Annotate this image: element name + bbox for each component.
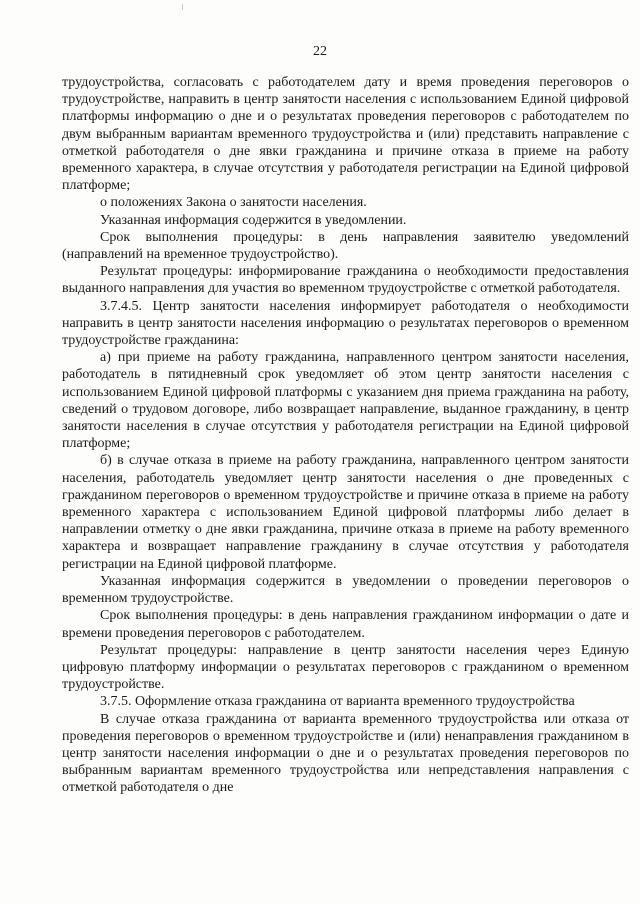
list-item-b: б) в случае отказа в приеме на работу гражданина, направленного центром занятости населения, работодатель уведомляет центр занятости населения о дне проведенных с гражданином переговоров о временном трудоустройстве и причине отказа в приеме на работу временного характера с использованием Единой цифровой платформы либо делает в направлении отметку о дне явки гражданина, причине отказа в приеме на работу временного характера и возвращает направление гражданину в случае отсутствия у работодателя регистрации на Единой цифровой платформе.: [62, 453, 629, 572]
paragraph: Указанная информация содержится в уведомлении.: [100, 212, 407, 228]
list-item-a: а) при приеме на работу гражданина, направленного центром занятости населения, работодатель в пятидневный срок уведомляет об этом центр занятости населения с использованием Единой цифровой платформы с указанием дня приема гражданина на работу, сведений о трудовом договоре, либо возвращает направление, выданное гражданину, в центр занятости населения в случае отсутствия у работодателя регистрации на Единой цифровой платформе;: [62, 350, 629, 452]
paragraph: Результат процедуры: направление в центр занятости населения через Единую цифровую платформу информации о результатах переговоров с гражданином о временном трудоустройстве.: [62, 642, 629, 693]
paragraph: Результат процедуры: информирование гражданина о необходимости предоставления выданного направления для участия во временном трудоустройстве с отметкой работодателя.: [62, 264, 629, 297]
paragraph: Срок выполнения процедуры: в день направления заявителю уведомлений (направлений на временное трудоустройство).: [62, 229, 629, 263]
paragraph: Срок выполнения процедуры: в день направления гражданином информации о дате и времени проведения переговоров с работодателем.: [62, 608, 629, 641]
page-number: 22: [313, 44, 327, 59]
paragraph-continuation: трудоустройства, согласовать с работодателем дату и время проведения переговоров о трудоустройстве, направить в центр занятости населения с использованием Единой цифровой платформы информацию о дне и о результатах проведения переговоров с работодателем по двум выбранным вариантам временного трудоустройства и (или) представить направление с отметкой работодателя о дне явки гражданина и причине отказа в приеме на работу временного характера, в случае отсутствия у работодателя регистрации на Единой цифровой платформе;: [62, 75, 629, 194]
scan-mark: [182, 4, 183, 10]
section-heading: 3.7.5. Оформление отказа гражданина от варианта временного трудоустройства: [100, 694, 575, 710]
document-body: [62, 74, 629, 797]
paragraph: Указанная информация содержится в уведомлении о проведении переговоров о временном трудоустройстве.: [62, 573, 629, 607]
paragraph: В случае отказа гражданина от варианта временного трудоустройства или отказа от проведения переговоров о временном трудоустройстве и (или) ненаправления гражданином в центр занятости населения информации о дне и о результатах проведения переговоров по выбранным вариантам временного трудоустройства или непредставления направления с отметкой работодателя о дне: [62, 711, 629, 796]
section-paragraph: 3.7.4.5. Центр занятости населения информирует работодателя о необходимости направить в центр занятости населения информацию о результатах переговоров о временном трудоустройстве гражданина:: [62, 298, 629, 349]
paragraph: о положениях Закона о занятости населения.: [100, 195, 367, 211]
